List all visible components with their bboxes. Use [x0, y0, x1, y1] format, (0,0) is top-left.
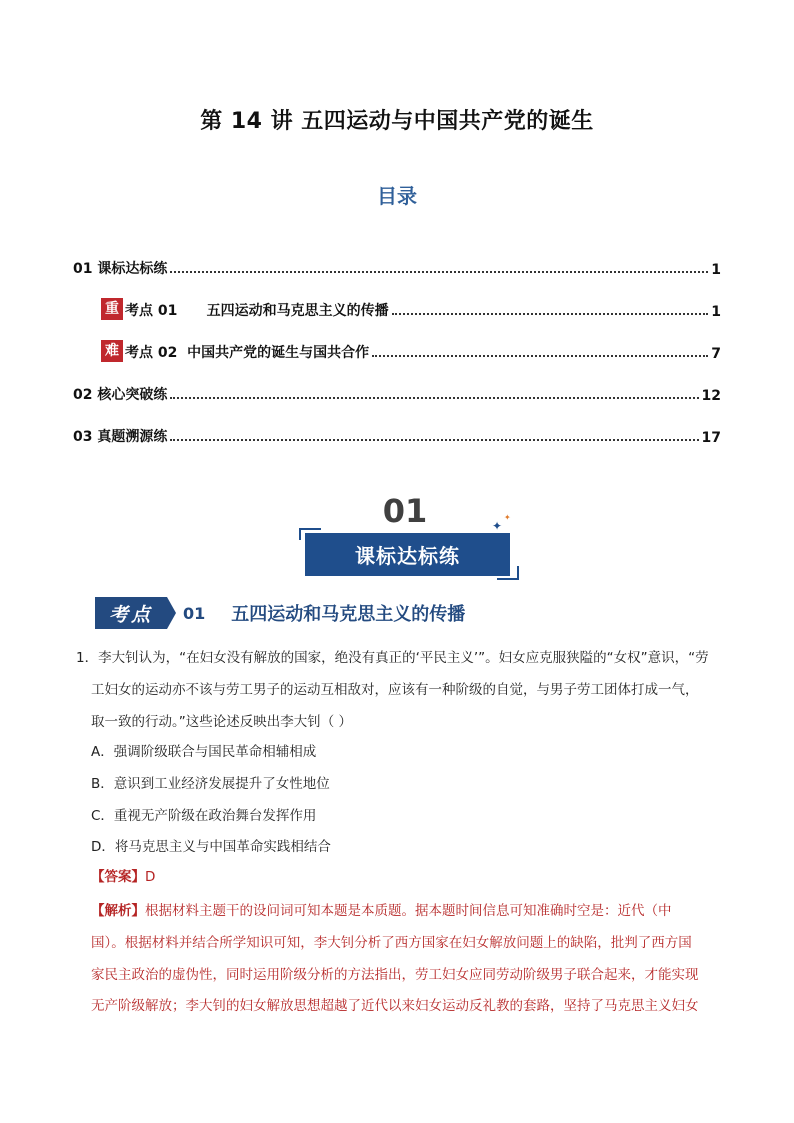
- option-b[interactable]: B．意识到工业经济发展提升了女性地位: [91, 776, 330, 792]
- toc-item-2[interactable]: [101, 298, 721, 320]
- option-d[interactable]: D．将马克思主义与中国革命实践相结合: [91, 839, 331, 855]
- analysis-label: 【解析】: [91, 903, 145, 919]
- option-c[interactable]: C．重视无产阶级在政治舞台发挥作用: [91, 808, 317, 824]
- toc-leader-dots: [170, 271, 708, 273]
- key-point-number: 01: [183, 603, 206, 623]
- sparkle-icon: ✦: [492, 519, 503, 533]
- analysis-line: 家民主政治的虚伪性，同时运用阶级分析的方法指出，劳工妇女应同劳动阶级男子联合起来，才能实现: [91, 967, 699, 983]
- key-point-header: [95, 597, 465, 629]
- toc-item-3[interactable]: [101, 340, 721, 362]
- answer: [91, 865, 155, 885]
- toc-leader-dots: [170, 397, 698, 399]
- question-text-line: 工妇女的运动亦不该与劳工男子的运动互相敌对，应该有一种阶级的自觉，与男子劳工团体打成一气，: [91, 682, 699, 698]
- toc-page-number: 17: [701, 430, 721, 446]
- answer-value: D: [145, 869, 156, 885]
- toc-heading: 目录: [377, 184, 417, 208]
- toc-item-label: 03 真题溯源练: [73, 429, 168, 445]
- question-text-line: 1．李大钊认为，“在妇女没有解放的国家，绝没有真正的‘平民主义’”。妇女应克服狭隘的“女权”意识，“劳: [76, 650, 709, 666]
- section-number: 01: [382, 492, 428, 530]
- answer-label: 【答案】: [91, 869, 145, 885]
- key-point-title: 五四运动和马克思主义的传播: [231, 604, 466, 625]
- section-banner: 课标达标练: [305, 533, 510, 576]
- toc-item-label: 01 课标达标练: [73, 261, 168, 277]
- sparkle-icon: ✦: [504, 513, 511, 522]
- toc-item-label: 考点 01 五四运动和马克思主义的传播: [125, 303, 389, 319]
- toc-page-number: 1: [711, 262, 721, 278]
- toc-leader-dots: [170, 439, 698, 441]
- analysis-text: 根据材料主题干的设问词可知本题是本质题。据本题时间信息可知准确时空是：近代（中: [145, 903, 672, 919]
- toc-page-number: 1: [711, 304, 721, 320]
- toc-item-4[interactable]: [73, 382, 721, 404]
- difficult-point-badge: 难: [101, 340, 123, 362]
- option-a[interactable]: A．强调阶级联合与国民革命相辅相成: [91, 744, 317, 760]
- toc-item-1[interactable]: [73, 256, 721, 278]
- toc-page-number: 7: [711, 346, 721, 362]
- analysis-line: 国）。根据材料并结合所学知识可知，李大钊分析了西方国家在妇女解放问题上的缺陷，批判了西方国: [91, 935, 692, 951]
- key-point-tag: 考点: [95, 597, 167, 629]
- toc-item-5[interactable]: [73, 424, 721, 446]
- question-text-line: 取一致的行动。”这些论述反映出李大钊（ ）: [91, 714, 353, 730]
- toc-leader-dots: [372, 355, 708, 357]
- toc-item-label: 考点 02 中国共产党的诞生与国共合作: [125, 345, 370, 361]
- analysis-line: 无产阶级解放；李大钊的妇女解放思想超越了近代以来妇女运动反礼教的套路，坚持了马克思主义妇女: [91, 998, 699, 1014]
- toc-item-label: 02 核心突破练: [73, 387, 168, 403]
- toc-leader-dots: [392, 313, 709, 315]
- toc-page-number: 12: [701, 388, 721, 404]
- page-title: 第 14 讲 五四运动与中国共产党的诞生: [200, 109, 594, 134]
- key-point-badge: 重: [101, 298, 123, 320]
- analysis-line: [91, 899, 672, 919]
